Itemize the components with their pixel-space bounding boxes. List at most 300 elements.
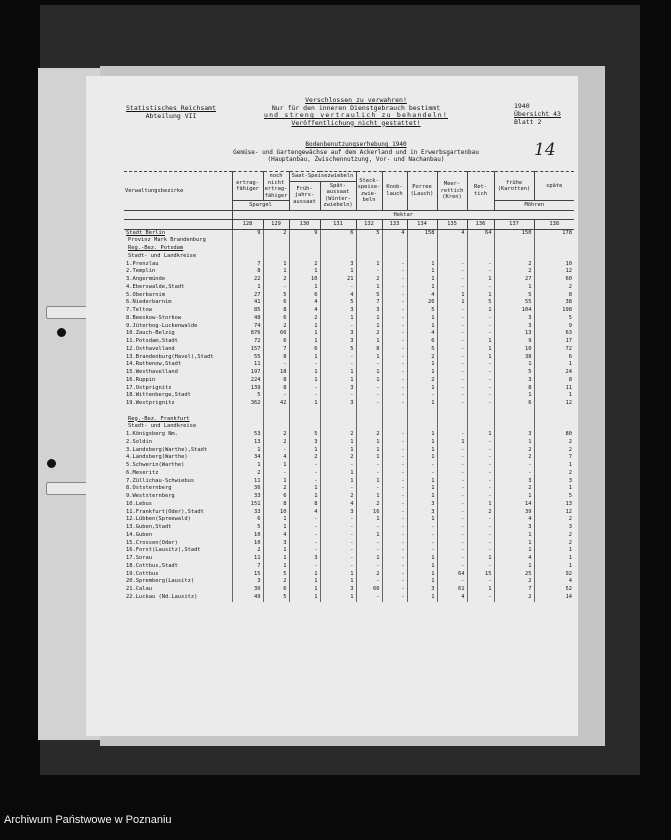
section-heading-row — [124, 416, 574, 424]
cell-value — [467, 245, 494, 253]
cell-value: - — [467, 315, 494, 323]
cell-value: 2 — [494, 594, 534, 602]
cell-value: 1 — [356, 478, 382, 486]
cell-value: 1 — [320, 470, 356, 478]
cell-value: 41 — [232, 299, 263, 307]
col-number: 137 — [494, 220, 534, 230]
cell-value: 104 — [494, 307, 534, 315]
cell-value: 4 — [263, 532, 289, 540]
cell-value: 72 — [534, 346, 574, 354]
cell-value: 16 — [356, 509, 382, 517]
cell-value: - — [494, 470, 534, 478]
table-row — [124, 229, 574, 237]
cell-value: 1 — [467, 354, 494, 362]
district-name: 12.Osthavelland — [126, 345, 175, 352]
cell-value: 1 — [407, 571, 437, 579]
cell-value: - — [437, 377, 467, 385]
cell-value: 13 — [494, 330, 534, 338]
cell-value: - — [467, 485, 494, 493]
cell-value: - — [467, 547, 494, 555]
cell-value: 7 — [356, 299, 382, 307]
cell-value — [356, 253, 382, 261]
table-row — [124, 485, 574, 493]
district-name: 13.Guben,Stadt — [126, 524, 172, 530]
table-row — [124, 315, 574, 323]
col-number: 136 — [467, 220, 494, 230]
section-heading-row — [124, 237, 574, 245]
cell-value — [232, 408, 263, 416]
cell-value: 1 — [407, 385, 437, 393]
cell-value: - — [437, 400, 467, 408]
cell-value: 1 — [494, 439, 534, 447]
cell-value: 1 — [534, 361, 574, 369]
cell-value: 1 — [289, 284, 320, 292]
district-name: 6.Niederbarnim — [126, 299, 172, 306]
cell-value: 2 — [494, 454, 534, 462]
col-noch-nicht: noch nicht ertrag-fähiger — [264, 173, 288, 199]
district-name: 7.Züllichau-Schwiebus — [126, 477, 195, 484]
cell-value: 80 — [534, 431, 574, 439]
table-row — [124, 516, 574, 524]
cell-value: 9 — [289, 229, 320, 237]
cell-value: - — [320, 485, 356, 493]
cell-value: - — [356, 361, 382, 369]
cell-value: 2 — [232, 547, 263, 555]
cell-value: - — [382, 501, 407, 509]
cell-value: - — [437, 385, 467, 393]
cell-value: 64 — [437, 571, 467, 579]
table-row — [124, 385, 574, 393]
table-row — [124, 346, 574, 354]
cell-value: 92 — [534, 571, 574, 579]
table-row — [124, 509, 574, 517]
district-name: 1.Prenzlau — [126, 260, 159, 267]
cell-value: 5 — [356, 292, 382, 300]
cell-value: 3 — [407, 509, 437, 517]
cell-value: 1 — [289, 338, 320, 346]
col-knoblauch: Knob-lauch — [382, 172, 407, 211]
table-row — [124, 338, 574, 346]
cell-value: 178 — [534, 229, 574, 237]
cell-value: 5 — [494, 292, 534, 300]
cell-value: - — [437, 509, 467, 517]
cell-value — [407, 237, 437, 245]
cell-value: 55 — [494, 299, 534, 307]
cell-value: - — [467, 377, 494, 385]
cell-value: - — [467, 454, 494, 462]
cell-value: 4 — [263, 454, 289, 462]
col-number: 131 — [320, 220, 356, 230]
cell-value: 1 — [437, 292, 467, 300]
cell-value: - — [289, 516, 320, 524]
cell-value: 1 — [467, 555, 494, 563]
table-body — [124, 229, 574, 602]
cell-value: 1 — [407, 261, 437, 269]
cell-value: 1 — [494, 532, 534, 540]
cell-value: - — [382, 330, 407, 338]
col-porree: Porree (Lauch) — [407, 172, 437, 211]
cell-value: - — [437, 462, 467, 470]
cell-value — [382, 416, 407, 424]
cell-value: 1 — [437, 299, 467, 307]
cell-value: 6 — [263, 586, 289, 594]
confidential-line-1: Verschlossen zu verwahren! — [305, 96, 407, 104]
cell-value: 21 — [320, 276, 356, 284]
cell-value: 17 — [534, 338, 574, 346]
cell-value — [534, 408, 574, 416]
cell-value: 1 — [263, 524, 289, 532]
cell-value: - — [437, 369, 467, 377]
table-row — [124, 377, 574, 385]
cell-value: 3 — [534, 524, 574, 532]
cell-value: 27 — [494, 276, 534, 284]
cell-value: 1 — [467, 276, 494, 284]
cell-value: - — [437, 431, 467, 439]
col-verwaltungsbezirke: Verwaltungsbezirke — [124, 172, 232, 211]
cell-value: 6 — [263, 315, 289, 323]
cell-value: 1 — [356, 516, 382, 524]
cell-value: 38 — [534, 299, 574, 307]
cell-value: 2 — [356, 501, 382, 509]
cell-value: - — [263, 447, 289, 455]
cell-value: 3 — [320, 330, 356, 338]
col-number: 128 — [232, 220, 263, 230]
cell-value — [356, 245, 382, 253]
district-name: 10.Zauch-Belzig — [126, 330, 175, 337]
cell-value: - — [437, 338, 467, 346]
cell-value: 2 — [263, 276, 289, 284]
survey-note: (Hauptanbau, Zwischennutzung, Vor- und Nachanbau) — [267, 156, 445, 163]
cell-value — [437, 408, 467, 416]
cell-value: 13 — [534, 501, 574, 509]
cell-value: 7 — [534, 454, 574, 462]
cell-value: 3 — [494, 431, 534, 439]
cell-value: 66 — [356, 586, 382, 594]
cell-value: 49 — [232, 594, 263, 602]
agency-name: Statistisches Reichsamt — [126, 104, 217, 112]
cell-value: 1 — [320, 268, 356, 276]
cell-value: - — [382, 346, 407, 354]
col-group-saat: Saat-Speisezwiebeln — [289, 172, 356, 182]
cell-value: - — [382, 493, 407, 501]
cell-value: - — [407, 524, 437, 532]
cell-value: 1 — [356, 284, 382, 292]
cell-value: 55 — [232, 354, 263, 362]
cell-value: 3 — [320, 307, 356, 315]
col-number: 138 — [534, 220, 574, 230]
cell-value: - — [289, 361, 320, 369]
cell-value: 1 — [407, 369, 437, 377]
cell-value: - — [356, 485, 382, 493]
cell-value: 2 — [289, 315, 320, 323]
sheet-year: 1940 — [514, 102, 530, 110]
cell-value — [356, 423, 382, 431]
cell-value: - — [382, 447, 407, 455]
table-row — [124, 454, 574, 462]
col-ertragfahiger: ertrag-fähiger — [232, 172, 263, 201]
cell-value: - — [437, 516, 467, 524]
cell-value: - — [467, 462, 494, 470]
cell-value: - — [382, 392, 407, 400]
district-name: 16.Ruppin — [126, 376, 156, 383]
cell-value: 1 — [289, 493, 320, 501]
cell-value: 10 — [289, 276, 320, 284]
cell-value: 11 — [534, 385, 574, 393]
cell-value: - — [437, 330, 467, 338]
district-name: 1.Königsberg Nm. — [126, 431, 178, 437]
cell-value: 1 — [320, 594, 356, 602]
col-number: 130 — [289, 220, 320, 230]
cell-value: - — [382, 377, 407, 385]
cell-value: 6 — [320, 229, 356, 237]
cell-value: 8 — [289, 501, 320, 509]
document-page — [86, 76, 578, 736]
cell-value: 150 — [494, 229, 534, 237]
cell-value: 7 — [263, 346, 289, 354]
punch-hole — [57, 328, 66, 337]
cell-value: 1 — [494, 493, 534, 501]
cell-value: 4 — [289, 509, 320, 517]
cell-value: 1 — [407, 323, 437, 331]
cell-value: - — [437, 354, 467, 362]
cell-value — [263, 253, 289, 261]
cell-value: 6 — [263, 338, 289, 346]
cell-value: 1 — [356, 447, 382, 455]
cell-value: - — [382, 292, 407, 300]
cell-value: - — [437, 540, 467, 548]
cell-value: 2 — [263, 323, 289, 331]
cell-value: - — [382, 400, 407, 408]
cell-value: - — [382, 563, 407, 571]
cell-value: 2 — [534, 439, 574, 447]
cell-value: - — [356, 524, 382, 532]
cell-value — [494, 253, 534, 261]
cell-value: 1 — [356, 493, 382, 501]
cell-value: 24 — [534, 369, 574, 377]
cell-value: 12 — [534, 268, 574, 276]
cell-value: 1 — [263, 563, 289, 571]
cell-value — [320, 245, 356, 253]
cell-value: 2 — [289, 454, 320, 462]
district-name — [124, 408, 232, 416]
cell-value: 5 — [232, 524, 263, 532]
cell-value: 197 — [232, 369, 263, 377]
cell-value: - — [356, 540, 382, 548]
cell-value: 5 — [356, 229, 382, 237]
cell-value: - — [467, 392, 494, 400]
cell-value: 198 — [534, 307, 574, 315]
cell-value: 2 — [534, 284, 574, 292]
cell-value: 1 — [320, 377, 356, 385]
cell-value: 4 — [437, 594, 467, 602]
cell-value: - — [382, 532, 407, 540]
cell-value: 139 — [232, 385, 263, 393]
cell-value: - — [382, 338, 407, 346]
cell-value: - — [382, 284, 407, 292]
district-name: 8.Beeskow-Storkow — [126, 314, 182, 321]
cell-value — [534, 245, 574, 253]
cell-value: 2 — [407, 377, 437, 385]
cell-value: - — [437, 261, 467, 269]
cell-value: 2 — [534, 516, 574, 524]
cell-value: - — [320, 524, 356, 532]
cell-value: 3 — [320, 400, 356, 408]
cell-value: - — [382, 586, 407, 594]
cell-value: 3 — [494, 377, 534, 385]
punch-hole — [47, 459, 56, 468]
cell-value: 1 — [407, 431, 437, 439]
cell-value: - — [263, 392, 289, 400]
district-name: 6.Meseritz — [126, 469, 159, 476]
cell-value — [356, 237, 382, 245]
cell-value: 3 — [320, 385, 356, 393]
cell-value: 151 — [232, 501, 263, 509]
cell-value: 2 — [320, 431, 356, 439]
cell-value: 2 — [494, 485, 534, 493]
cell-value: 1 — [289, 330, 320, 338]
district-name: 2.Soldin — [126, 438, 152, 445]
cell-value: - — [437, 361, 467, 369]
district-name: 16.Forst(Lausitz),Stadt — [126, 547, 201, 554]
district-name: 9.Weststernberg — [126, 493, 175, 499]
cell-value — [407, 416, 437, 424]
district-name: 19.Cottbus — [126, 570, 159, 577]
cell-value: 1 — [320, 369, 356, 377]
header-agency — [126, 104, 216, 120]
cell-value — [437, 416, 467, 424]
cell-value — [437, 245, 467, 253]
cell-value: 2 — [356, 571, 382, 579]
cell-value: 1 — [407, 268, 437, 276]
cell-value: - — [467, 268, 494, 276]
cell-value: 1 — [320, 571, 356, 579]
cell-value: 1 — [232, 284, 263, 292]
cell-value: 2 — [467, 509, 494, 517]
cell-value: - — [289, 524, 320, 532]
cell-value: - — [263, 361, 289, 369]
cell-value: - — [437, 276, 467, 284]
cell-value: 8 — [263, 377, 289, 385]
district-name: 9.Jüterbog-Luckenwalde — [126, 322, 198, 329]
cell-value: - — [289, 547, 320, 555]
cell-value: 1 — [356, 338, 382, 346]
cell-value: 14 — [494, 501, 534, 509]
handwritten-page-number: 14 — [534, 140, 556, 160]
cell-value: - — [407, 462, 437, 470]
cell-value: 10 — [232, 532, 263, 540]
header-confidential — [251, 97, 461, 127]
district-name: 21.Calau — [126, 586, 152, 592]
cell-value — [356, 408, 382, 416]
cell-value: - — [320, 540, 356, 548]
cell-value: - — [382, 470, 407, 478]
cell-value — [534, 253, 574, 261]
district-name: Provinz Mark Brandenburg — [128, 237, 206, 244]
cell-value: 1 — [467, 346, 494, 354]
cell-value: - — [467, 330, 494, 338]
cell-value: - — [289, 478, 320, 486]
cell-value: 1 — [407, 555, 437, 563]
cell-value — [232, 245, 263, 253]
cell-value: - — [494, 462, 534, 470]
cell-value: 3 — [356, 307, 382, 315]
cell-value — [320, 408, 356, 416]
cell-value: - — [467, 478, 494, 486]
cell-value: - — [467, 516, 494, 524]
district-name: Reg.-Bez. Potsdam — [128, 245, 184, 251]
district-name: 15.Westhavelland — [126, 369, 178, 375]
cell-value: - — [382, 524, 407, 532]
col-fruhjahr: Früh-jahrs-aussaat — [289, 181, 320, 210]
cell-value: 1 — [232, 447, 263, 455]
cell-value: 1 — [437, 439, 467, 447]
cell-value: 15 — [467, 571, 494, 579]
cell-value: 1 — [320, 315, 356, 323]
cell-value: 8 — [534, 292, 574, 300]
table-row — [124, 299, 574, 307]
table-row — [124, 323, 574, 331]
cell-value: - — [356, 400, 382, 408]
cell-value: 33 — [232, 493, 263, 501]
cell-value: 1 — [467, 338, 494, 346]
cell-value: 6 — [534, 354, 574, 362]
cell-value: 63 — [534, 330, 574, 338]
col-group-mohren: Möhren — [494, 201, 574, 211]
cell-value: - — [437, 346, 467, 354]
cell-value: 11 — [232, 361, 263, 369]
cell-value — [263, 423, 289, 431]
table-row — [124, 501, 574, 509]
cell-value: 1 — [494, 563, 534, 571]
cell-value: 9 — [494, 338, 534, 346]
cell-value: 4 — [382, 229, 407, 237]
cell-value: 5 — [320, 299, 356, 307]
cell-value: 5 — [407, 307, 437, 315]
table-row — [124, 462, 574, 470]
table-row — [124, 330, 574, 338]
cell-value: 2 — [534, 532, 574, 540]
cell-value: - — [437, 485, 467, 493]
table-row — [124, 540, 574, 548]
cell-value: 9 — [534, 323, 574, 331]
cell-value: - — [289, 392, 320, 400]
district-name: 14.Rathenow,Stadt — [126, 361, 182, 368]
table-row — [124, 524, 574, 532]
district-name: 19.Westprignitz — [126, 400, 175, 406]
table-row — [124, 292, 574, 300]
district-name: 4.Eberswalde,Stadt — [126, 283, 185, 290]
cell-value: - — [320, 563, 356, 571]
confidential-line-4: Veröffentlichung nicht gestattet! — [291, 118, 421, 127]
cell-value: 8 — [263, 307, 289, 315]
cell-value: 39 — [494, 509, 534, 517]
cell-value: 18 — [263, 369, 289, 377]
cell-value: 1 — [534, 485, 574, 493]
cell-value: 3 — [289, 439, 320, 447]
district-name: 2.Templin — [126, 268, 156, 275]
cell-value: 4 — [320, 292, 356, 300]
cell-value: 1 — [494, 392, 534, 400]
cell-value: 5 — [263, 594, 289, 602]
cell-value: - — [467, 400, 494, 408]
cell-value: 1 — [289, 400, 320, 408]
cell-value: - — [382, 540, 407, 548]
cell-value: - — [382, 509, 407, 517]
cell-value: 5 — [534, 315, 574, 323]
cell-value: - — [289, 532, 320, 540]
cell-value: - — [467, 323, 494, 331]
cell-value: - — [382, 571, 407, 579]
